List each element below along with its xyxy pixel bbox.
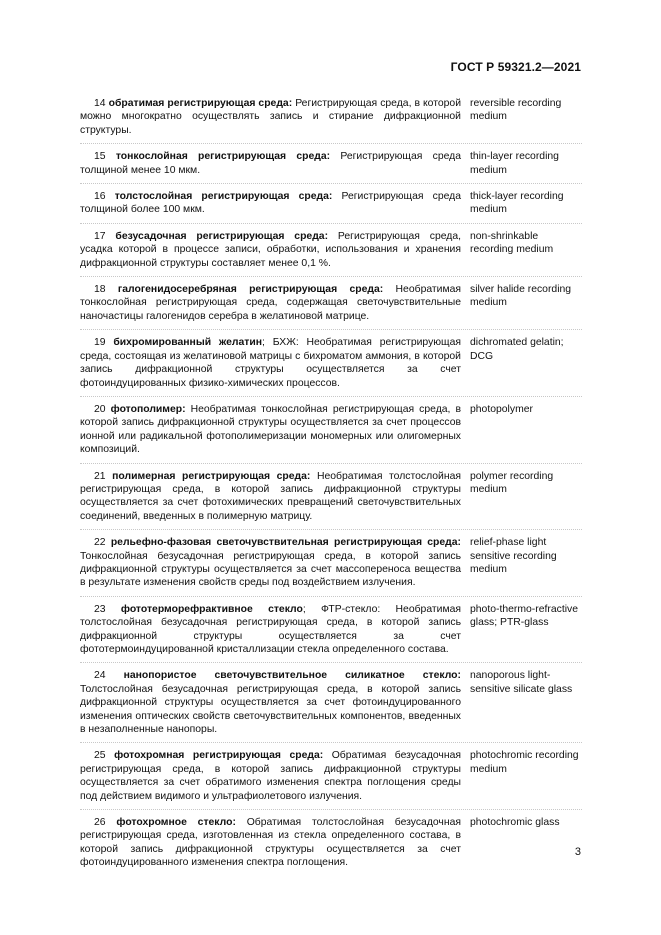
definition-text: Толстослойная безусадочная регистрирующая среда, в которой запись дифракционной структуры осуществляется за счет фотоиндуцированного изменения оптических свойств светочувствительных компонентов, введенных в незаполненные нанопоры. <box>80 683 461 736</box>
english-equivalent: photochromic recording medium <box>470 750 579 775</box>
definition-text: Обратимая безусадочная регистрирующая среда, в которой запись дифракционной структуры осуществляется за счет обратимого изменения спектра поглощения среды под действием видимого и ультрафиолетового излучения. <box>80 750 461 802</box>
term-entry <box>80 596 582 663</box>
term-number: 18 <box>94 284 106 296</box>
term-number: 24 <box>94 670 106 682</box>
term-name: фотополимер: <box>110 403 186 415</box>
term-name: фототерморефрактивное стекло <box>120 603 303 615</box>
term-number: 25 <box>94 750 106 762</box>
term-definition <box>80 470 461 524</box>
english-equivalent: relief-phase light sensitive recording medium <box>470 537 557 575</box>
term-definition <box>80 97 461 137</box>
term-entry <box>80 529 582 596</box>
term-number: 15 <box>94 151 106 163</box>
definition-text: Обратимая толстослойная безусадочная регистрирующая среда, изготовленная из стекла определенного состава, в которой запись дифракционной структуры осуществляется за счет фотоиндуцированного изменения спектра поглощения. <box>80 817 461 869</box>
definition-text: Необратимая толстослойная регистрирующая среда, в которой запись дифракционной структуры осуществляется за счет фотохимических превращений светочувствительных соединений, введенных в полимерную матрицу. <box>80 470 462 522</box>
term-entry <box>80 91 582 143</box>
definition-text: Регистрирующая среда толщиной более 100 мкм. <box>80 191 461 216</box>
term-number: 20 <box>94 403 106 415</box>
definition-text: Тонкослойная безусадочная регистрирующая среда, в которой запись дифракционной структуры осуществляется за счет массопереноса вещества в результате изменения свойств среды под воздействием излучения. <box>80 550 461 589</box>
term-definition <box>80 150 461 177</box>
term-name: полимерная регистрирующая среда: <box>112 470 311 482</box>
term-name: фотохромное стекло: <box>116 817 236 829</box>
term-name: безусадочная регистрирующая среда: <box>115 230 329 242</box>
term-number: 22 <box>94 537 106 549</box>
english-equivalent: thick-layer recording medium <box>470 191 564 216</box>
english-equivalent: dichromated gelatin; DCG <box>470 337 564 362</box>
term-entry <box>80 183 582 223</box>
term-definition <box>80 603 461 657</box>
term-entry <box>80 276 582 329</box>
english-equivalent: photo-thermo-refractive glass; PTR-glass <box>470 603 578 629</box>
term-name: толстослойная регистрирующая среда: <box>114 191 333 203</box>
term-entry <box>80 223 582 276</box>
term-definition <box>80 669 461 736</box>
term-number: 26 <box>94 817 106 829</box>
term-definition <box>80 336 461 390</box>
definition-text: Регистрирующая среда, усадка которой в процессе записи, обработки, использования и хранения дифракционной структуры составляет менее 0,1 %. <box>80 230 462 269</box>
english-equivalent: photopolymer <box>470 403 533 415</box>
english-equivalent: photochromic glass <box>470 817 560 829</box>
term-definition <box>80 403 461 457</box>
term-number: 16 <box>94 191 106 203</box>
term-definition <box>80 230 461 270</box>
term-definition <box>80 283 461 323</box>
term-name: фотохромная регистрирующая среда: <box>114 750 324 762</box>
term-entry <box>80 396 582 463</box>
term-entry <box>80 463 582 530</box>
term-name: галогенидосеребряная регистрирующая среда: <box>117 284 384 296</box>
term-definition <box>80 536 461 590</box>
english-equivalent: nanoporous light-sensitive silicate glass <box>470 670 573 695</box>
english-equivalent: non-shrinkable recording medium <box>470 230 554 256</box>
term-entry <box>80 809 582 876</box>
page-number: 3 <box>574 846 581 858</box>
term-number: 23 <box>94 603 106 615</box>
terms-list <box>80 91 582 876</box>
definition-text: ; БХЖ: Необратимая регистрирующая среда, состоящая из желатиновой матрицы с бихроматом аммония, в которой запись дифракционной структуры осуществляется за счет фотоиндуцированных физико-химических процессов. <box>80 337 462 389</box>
term-name: бихромированный желатин <box>113 337 263 349</box>
term-definition <box>80 749 461 803</box>
term-entry <box>80 742 582 809</box>
english-equivalent: silver halide recording medium <box>470 284 572 309</box>
term-number: 21 <box>94 470 106 482</box>
definition-text: ; ФТР-стекло: Необратимая толстослойная безусадочная регистрирующая среда, в которой запись дифракционной структуры осуществляется за счет фототермоиндуцированной кристаллизации стекла определенного состава. <box>80 603 462 655</box>
term-name: рельефно-фазовая светочувствительная регистрирующая среда: <box>110 537 461 549</box>
term-entry <box>80 329 582 396</box>
term-definition <box>80 190 461 217</box>
definition-text: Необратимая тонкослойная регистрирующая среда, содержащая светочувствительные наночастицы галогенидов серебра в желатиновой матрице. <box>80 284 462 322</box>
english-equivalent: reversible recording medium <box>470 98 562 123</box>
term-entry <box>80 143 582 183</box>
term-entry <box>80 662 582 742</box>
definition-text: Регистрирующая среда, в которой можно многократно осуществлять запись и стирание дифракционной структуры. <box>80 98 462 136</box>
document-standard-header: ГОСТ Р 59321.2—2021 <box>450 60 581 74</box>
english-equivalent: thin-layer recording medium <box>470 151 559 176</box>
english-equivalent: polymer recording medium <box>470 470 554 495</box>
term-number: 14 <box>94 98 106 109</box>
term-name: тонкослойная регистрирующая среда: <box>115 151 331 163</box>
term-name: нанопористое светочувствительное силикатное стекло: <box>123 670 461 682</box>
definition-text: Регистрирующая среда толщиной менее 10 мкм. <box>80 151 461 176</box>
definition-text: Необратимая тонкослойная регистрирующая среда, в которой запись дифракционной структуры осуществляется за счет процессов ионной или радикальной фотополимеризации мономерных или олигомерных композиций. <box>80 403 461 456</box>
term-name: обратимая регистрирующая среда: <box>108 98 293 109</box>
term-definition <box>80 816 461 870</box>
term-number: 17 <box>94 230 106 242</box>
term-number: 19 <box>94 337 106 349</box>
